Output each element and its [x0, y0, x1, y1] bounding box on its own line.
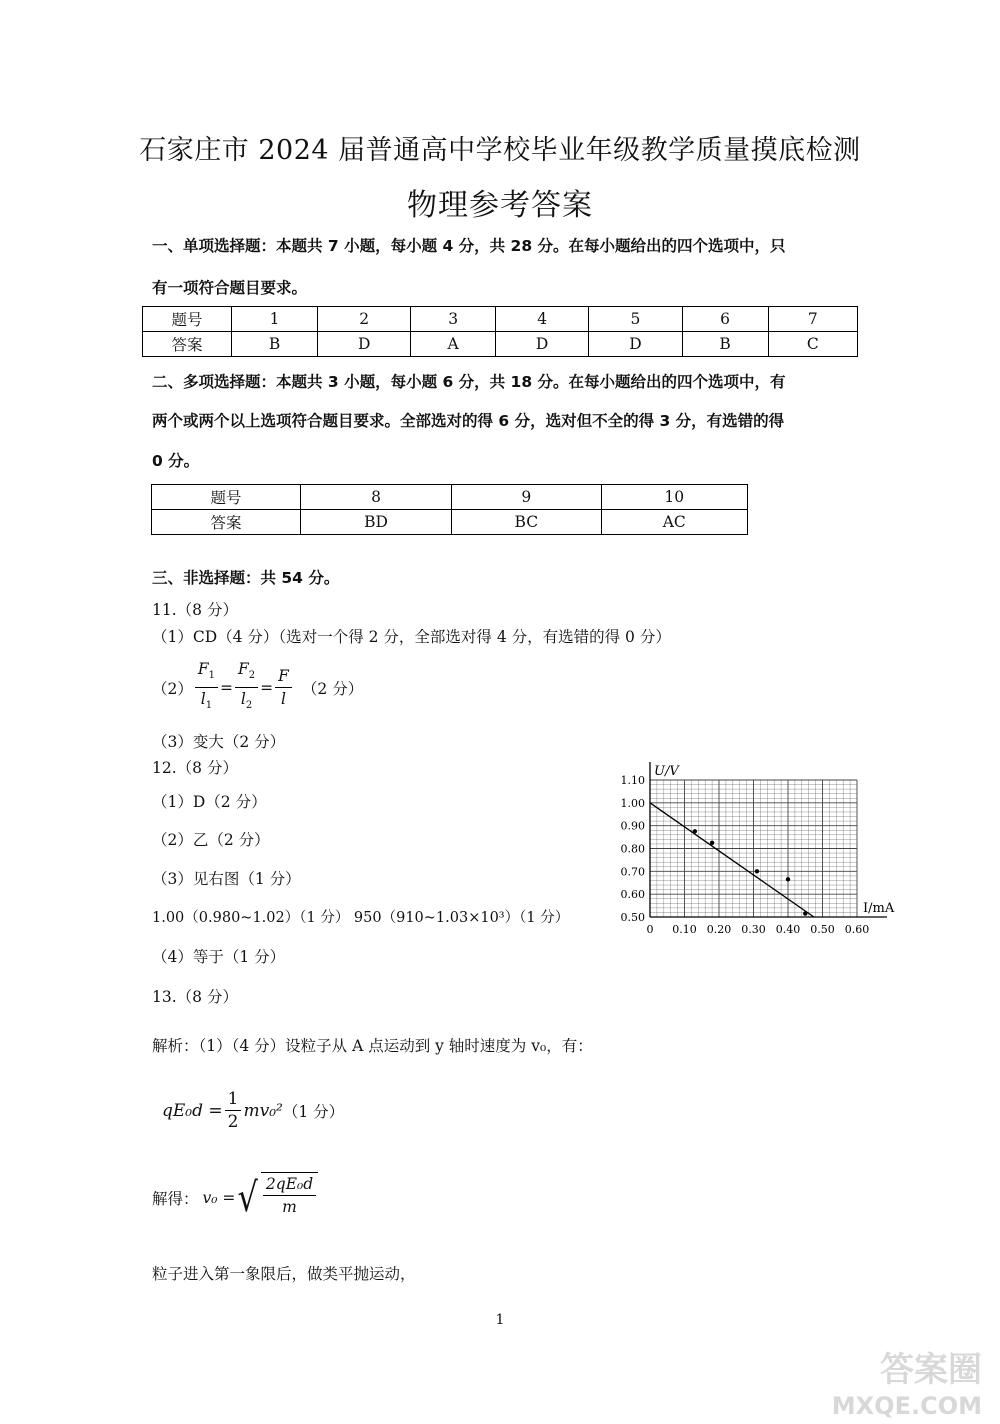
q12-part2: （2）乙（2 分）	[152, 831, 270, 849]
table-row	[143, 307, 858, 332]
table-cell: D	[589, 332, 682, 357]
table-cell: 2	[318, 307, 411, 332]
table-cell: B	[232, 332, 318, 357]
table-cell: D	[318, 332, 411, 357]
table-cell: BC	[452, 510, 601, 535]
q11-part2-score: （2 分）	[301, 679, 364, 698]
x-tick-label: 0.50	[810, 923, 835, 936]
section2-answer-table	[151, 484, 748, 535]
table-cell: 10	[601, 485, 747, 510]
radical-icon: √	[237, 1175, 259, 1221]
section1-heading-2: 有一项符合题目要求。	[152, 279, 308, 297]
symbol: l	[281, 690, 287, 709]
subscript: 1	[205, 700, 213, 712]
fraction-f1-l1	[195, 658, 218, 717]
q12-part1: （1）D（2 分）	[152, 793, 267, 811]
table-cell: A	[411, 332, 496, 357]
data-point	[786, 877, 790, 881]
q13-solution	[152, 1172, 318, 1224]
eq1-left: qE₀d =	[162, 1100, 223, 1121]
watermark-url: MXQE.COM	[831, 1392, 982, 1420]
ui-chart	[605, 750, 915, 945]
section1-heading-1: 一、单项选择题：本题共 7 小题，每小题 4 分，共 28 分。在每小题给出的四个选项中，只	[152, 237, 786, 255]
data-point	[693, 829, 697, 833]
denominator: m	[282, 1198, 297, 1216]
fraction-f-l	[275, 665, 292, 710]
square-root	[235, 1172, 318, 1224]
data-point	[755, 869, 759, 873]
symbol: l	[240, 690, 246, 709]
table-cell: 8	[301, 485, 452, 510]
title-line-2: 物理参考答案	[407, 188, 593, 223]
table-cell: 1	[232, 307, 318, 332]
y-axis-label: U/V	[654, 764, 679, 779]
x-tick-label: 0.40	[775, 923, 801, 936]
y-tick-label: 0.60	[620, 888, 645, 902]
fraction-f2-l2	[235, 658, 258, 717]
table-label: 答案	[143, 332, 232, 357]
table-cell: 3	[411, 307, 496, 332]
data-point	[710, 841, 714, 845]
section1-answer-table	[142, 306, 858, 357]
q12-part3: （3）见右图（1 分）	[152, 870, 301, 888]
table-cell: C	[768, 332, 857, 357]
x-tick-label: 0.20	[706, 923, 732, 936]
subscript: 1	[208, 670, 216, 682]
q12-part4: （4）等于（1 分）	[152, 948, 286, 966]
solve-lhs: v₀ =	[202, 1189, 236, 1207]
q11-part3: （3）变大（2 分）	[152, 733, 286, 751]
table-cell: 5	[589, 307, 682, 332]
table-label: 题号	[152, 485, 301, 510]
q13-label: 13.（8 分）	[152, 988, 238, 1006]
x-tick-label: 0.60	[844, 923, 870, 936]
denominator: 2	[227, 1112, 239, 1132]
table-cell: BD	[301, 510, 452, 535]
data-point	[803, 911, 807, 915]
numerator: 1	[225, 1088, 242, 1111]
x-tick-label: 0.30	[741, 923, 766, 936]
subscript: 2	[248, 670, 256, 682]
fraction-under-root	[263, 1173, 316, 1218]
table-cell: 4	[496, 307, 589, 332]
eq1-score: （1 分）	[282, 1102, 345, 1121]
y-tick-label: 1.00	[620, 796, 645, 810]
equals-sign: =	[260, 678, 274, 697]
x-tick-label: 0	[646, 923, 654, 936]
y-tick-label: 1.10	[620, 774, 645, 787]
q12-part3-values: 1.00（0.980~1.02）（1 分） 950（910~1.03×10³）（1 分）	[152, 910, 570, 926]
q13-intro: 解析：（1）（4 分）设粒子从 A 点运动到 y 轴时速度为 v₀，有：	[152, 1037, 593, 1055]
x-axis-label: I/mA	[863, 901, 895, 916]
y-tick-label: 0.80	[620, 842, 645, 856]
watermark	[832, 1352, 982, 1424]
section2-heading-3: 0 分。	[152, 452, 200, 470]
table-cell: 7	[768, 307, 857, 332]
solve-label: 解得：	[152, 1190, 199, 1208]
symbol: F	[238, 660, 249, 678]
fit-line	[650, 803, 814, 917]
y-tick-label: 0.50	[620, 911, 645, 924]
y-tick-label: 0.90	[620, 819, 645, 833]
q11-part1: （1）CD（4 分）（选对一个得 2 分，全部选对得 4 分，有选错的得 0 分）	[152, 628, 671, 646]
fraction-one-half	[225, 1088, 242, 1133]
numerator: 2qE₀d	[263, 1173, 316, 1196]
table-row	[152, 510, 748, 535]
symbol: F	[197, 660, 209, 678]
section2-heading-1: 二、多项选择题：本题共 3 小题，每小题 6 分，共 18 分。在每小题给出的四个选项中，有	[152, 373, 786, 391]
table-cell: 6	[682, 307, 768, 332]
table-label: 答案	[152, 510, 301, 535]
section3-heading: 三、非选择题：共 54 分。	[152, 569, 340, 587]
x-tick-label: 0.10	[672, 923, 697, 936]
q13-last-line: 粒子进入第一象限后，做类平抛运动，	[152, 1265, 416, 1283]
table-label: 题号	[143, 307, 232, 332]
table-cell: B	[682, 332, 768, 357]
table-cell: D	[496, 332, 589, 357]
y-tick-label: 0.70	[620, 865, 645, 879]
symbol: l	[200, 690, 206, 709]
q11-part2	[152, 658, 363, 717]
eq1-right: mv₀²	[243, 1100, 283, 1121]
q13-equation-1	[162, 1088, 344, 1133]
subscript: 2	[245, 700, 253, 712]
q12-label: 12.（8 分）	[152, 759, 238, 777]
table-cell: 9	[452, 485, 601, 510]
table-row	[143, 332, 858, 357]
title-line-1: 石家庄市 2024 届普通高中学校毕业年级教学质量摸底检测	[139, 135, 861, 166]
q11-part2-prefix: （2）	[152, 679, 193, 698]
section2-heading-2: 两个或两个以上选项符合题目要求。全部选对的得 6 分，选对但不全的得 3 分，有选错的得	[152, 412, 785, 430]
symbol: F	[275, 665, 292, 688]
equals-sign: =	[220, 678, 234, 697]
watermark-logo: 答案圈	[880, 1350, 982, 1390]
table-row	[152, 485, 748, 510]
table-cell: AC	[601, 510, 747, 535]
page-number: 1	[495, 1312, 505, 1328]
q11-label: 11.（8 分）	[152, 601, 238, 619]
